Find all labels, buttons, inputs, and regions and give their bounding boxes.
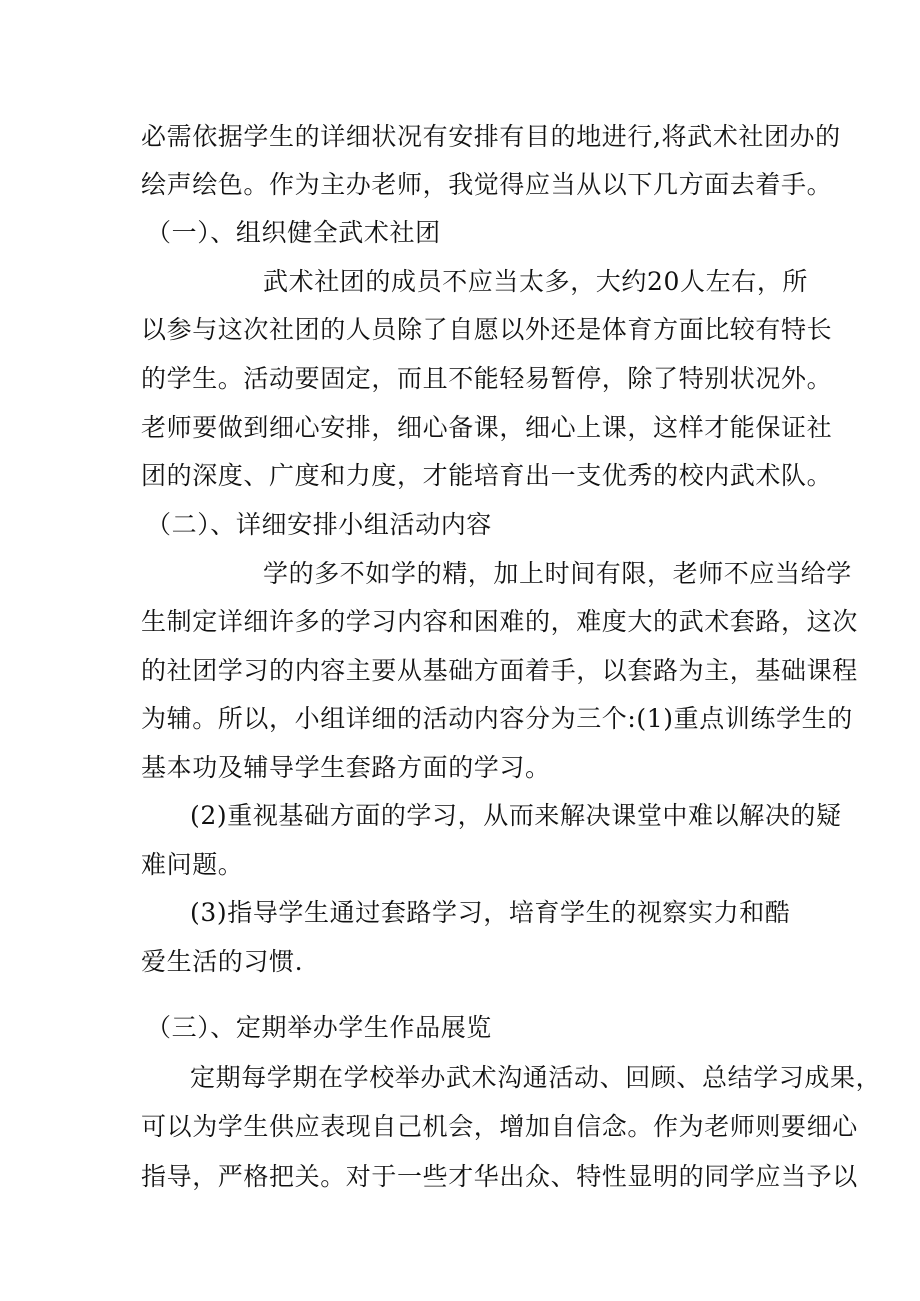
- text-line: 定期每学期在学校举办武术沟通活动、回顾、总结学习成果，: [190, 1063, 882, 1092]
- text-line: 基本功及辅导学生套路方面的学习。: [141, 753, 551, 782]
- text-line: 学的多不如学的精，加上时间有限，老师不应当给学: [263, 559, 852, 588]
- text-line: 为辅。所以，小组详细的活动内容分为三个:(1)重点训练学生的: [141, 704, 853, 733]
- text-line: 的学生。活动要固定，而且不能轻易暂停，除了特别状况外。: [141, 364, 833, 393]
- text-line: 的社团学习的内容主要从基础方面着手，以套路为主，基础课程: [141, 656, 858, 685]
- text-line: 绘声绘色。作为主办老师，我觉得应当从以下几方面去着手。: [141, 170, 833, 199]
- text-line: (3)指导学生通过套路学习，培育学生的视察实力和酷: [190, 898, 791, 927]
- text-line: 以参与这次社团的人员除了自愿以外还是体育方面比较有特长: [141, 315, 833, 344]
- text-line: 老师要做到细心安排，细心备课，细心上课，这样才能保证社: [141, 413, 833, 442]
- text-line: 指导，严格把关。对于一些才华出众、特性显明的同学应当予以: [141, 1162, 858, 1191]
- text-line: 必需依据学生的详细状况有安排有目的地进行,将武术社团办的: [141, 122, 841, 151]
- text-line: 难问题。: [141, 850, 244, 879]
- text-line: 可以为学生供应表现自己机会，增加自信念。作为老师则要细心: [141, 1112, 858, 1141]
- text-line: 团的深度、广度和力度，才能培育出一支优秀的校内武术队。: [141, 461, 833, 490]
- section-heading-3: （三）、定期举办学生作品展览: [146, 1013, 492, 1042]
- text-line: 爱生活的习惯.: [141, 947, 304, 976]
- section-heading-1: （一）、组织健全武术社团: [146, 218, 441, 247]
- section-heading-2: （二）、详细安排小组活动内容: [146, 510, 492, 539]
- text-line: 生制定详细许多的学习内容和困难的，难度大的武术套路，这次: [141, 607, 858, 636]
- text-line: 武术社团的成员不应当太多，大约20人左右，所: [263, 267, 809, 296]
- text-line: (2)重视基础方面的学习，从而来解决课堂中难以解决的疑: [190, 801, 842, 830]
